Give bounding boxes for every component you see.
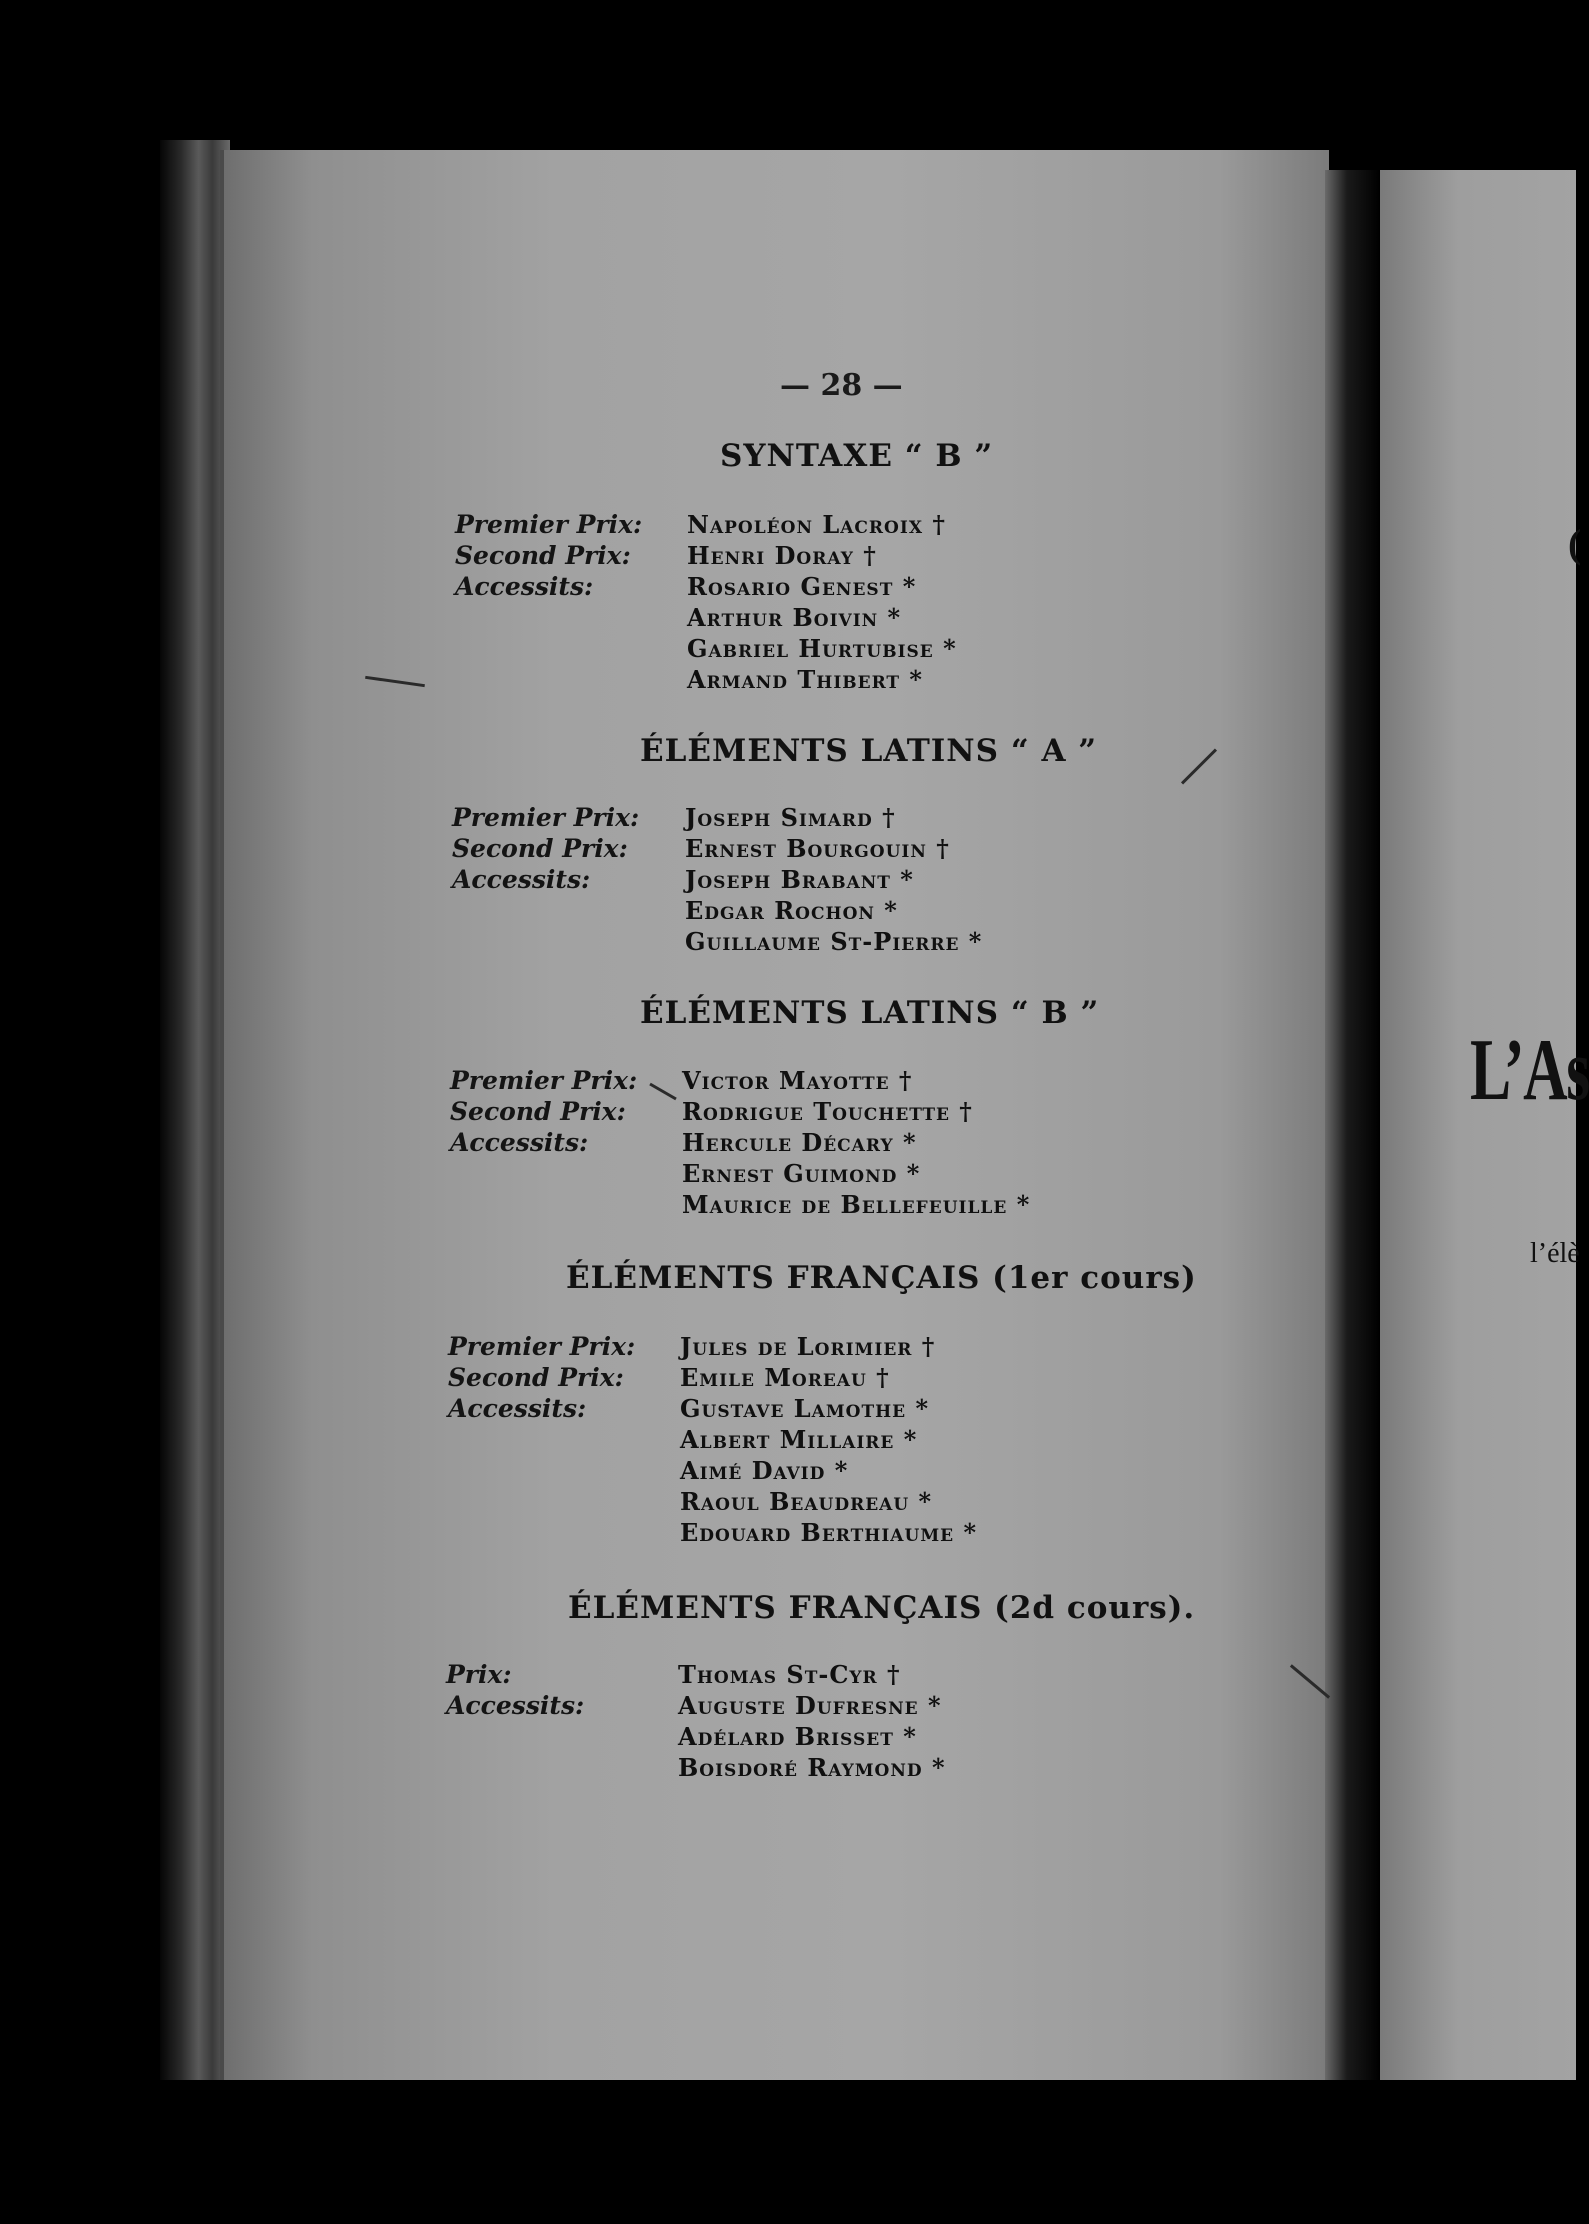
winner-name: Adélard Brisset *: [678, 1722, 917, 1751]
winner-name: Edouard Berthiaume *: [680, 1518, 977, 1547]
winner-name: Albert Millaire *: [680, 1425, 918, 1454]
winner-name: Maurice de Bellefeuille *: [682, 1190, 1031, 1219]
winner-name: Boisdoré Raymond *: [678, 1753, 946, 1782]
section-title-elements-latins-b: ÉLÉMENTS LATINS “ B ”: [640, 995, 1100, 1031]
right-page: [1380, 170, 1576, 2080]
prize-label: Premier Prix:: [448, 1332, 636, 1361]
prize-label: Premier Prix:: [452, 803, 640, 832]
winner-name: Guillaume St-Pierre *: [685, 927, 983, 956]
prize-label: Second Prix:: [450, 1097, 626, 1126]
page-gutter: [1325, 170, 1380, 2080]
right-page-heading-fragment: L’As: [1470, 1022, 1589, 1119]
winner-name: Edgar Rochon *: [685, 896, 898, 925]
prize-label: Accessits:: [448, 1394, 587, 1423]
prize-label: Prix:: [446, 1660, 512, 1689]
winner-name: Aimé David *: [680, 1456, 849, 1485]
winner-name: Victor Mayotte †: [682, 1066, 913, 1095]
winner-name: Rodrigue Touchette †: [682, 1097, 973, 1126]
section-title-elements-francais-1: ÉLÉMENTS FRANÇAIS (1er cours): [566, 1260, 1197, 1296]
right-page-fragment: (: [1568, 521, 1582, 566]
winner-name: Joseph Brabant *: [685, 865, 914, 894]
winner-name: Henri Doray †: [687, 541, 877, 570]
prize-label: Second Prix:: [452, 834, 628, 863]
prize-label: Second Prix:: [448, 1363, 624, 1392]
prize-label: Second Prix:: [455, 541, 631, 570]
winner-name: Emile Moreau †: [680, 1363, 890, 1392]
prize-label: Accessits:: [455, 572, 594, 601]
prize-label: Premier Prix:: [450, 1066, 638, 1095]
winner-name: Ernest Guimond *: [682, 1159, 921, 1188]
winner-name: Joseph Simard †: [685, 803, 896, 832]
section-title-elements-latins-a: ÉLÉMENTS LATINS “ A ”: [640, 733, 1098, 769]
section-title-elements-francais-2: ÉLÉMENTS FRANÇAIS (2d cours).: [568, 1590, 1196, 1626]
winner-name: Jules de Lorimier †: [680, 1332, 936, 1361]
section-title-syntaxe-b: SYNTAXE “ B ”: [720, 438, 994, 474]
winner-name: Thomas St-Cyr †: [678, 1660, 901, 1689]
winner-name: Ernest Bourgouin †: [685, 834, 950, 863]
winner-name: Rosario Genest *: [687, 572, 917, 601]
prize-label: Premier Prix:: [455, 510, 643, 539]
winner-name: Gustave Lamothe *: [680, 1394, 930, 1423]
winner-name: Napoléon Lacroix †: [687, 510, 946, 539]
prize-label: Accessits:: [446, 1691, 585, 1720]
winner-name: Auguste Dufresne *: [678, 1691, 942, 1720]
winner-name: Arthur Boivin *: [687, 603, 902, 632]
winner-name: Gabriel Hurtubise *: [687, 634, 957, 663]
winner-name: Hercule Décary *: [682, 1128, 917, 1157]
winner-name: Raoul Beaudreau *: [680, 1487, 933, 1516]
right-page-text-fragment: l’élè: [1530, 1238, 1580, 1269]
page-number: — 28 —: [780, 368, 903, 403]
winner-name: Armand Thibert *: [687, 665, 923, 694]
prize-label: Accessits:: [452, 865, 591, 894]
prize-label: Accessits:: [450, 1128, 589, 1157]
